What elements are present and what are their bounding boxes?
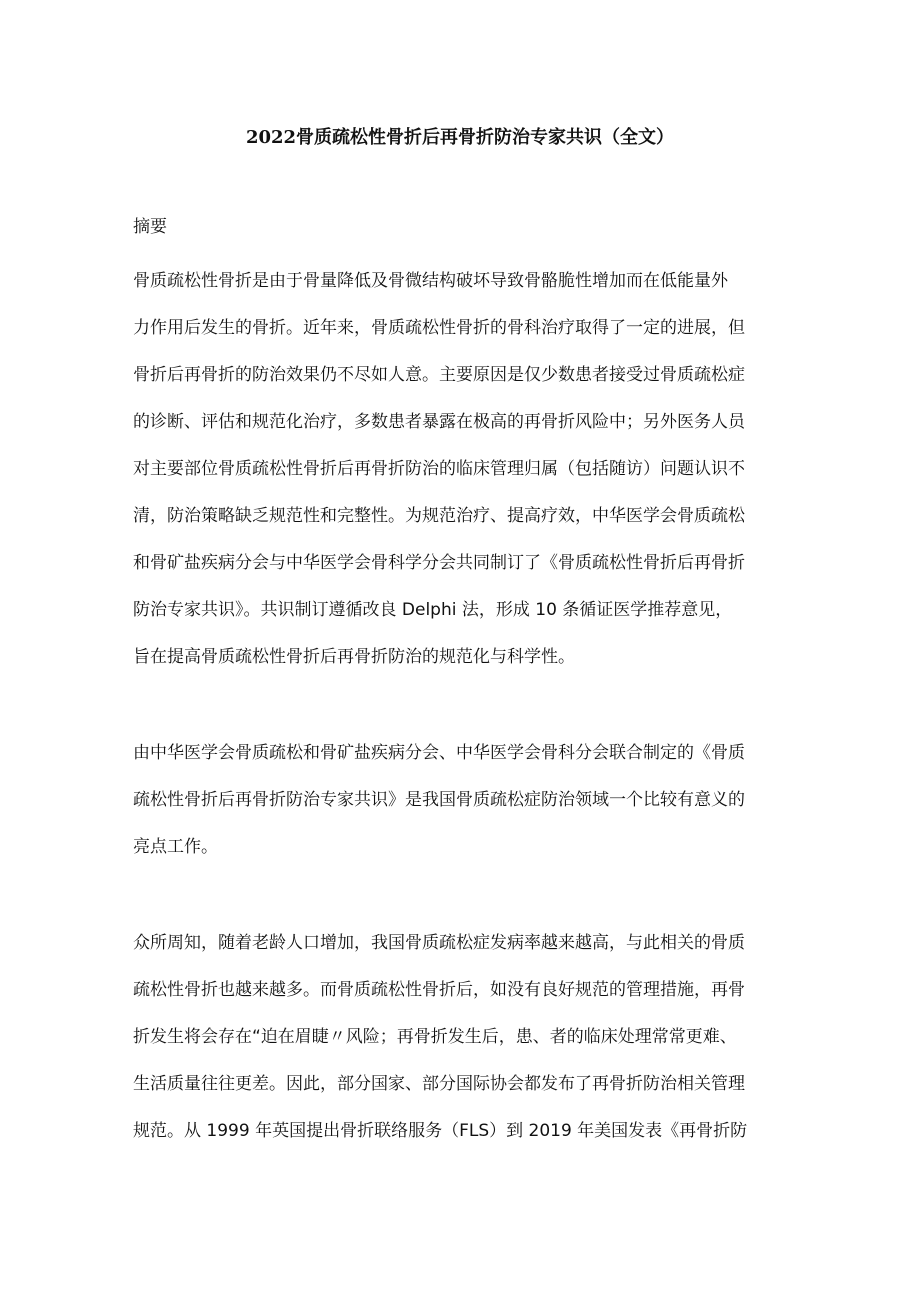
text-line: 疏松性骨折后再骨折防治专家共识》是我国骨质疏松症防治领域一个比较有意义的 <box>133 790 745 810</box>
text-line: 旨在提高骨质疏松性骨折后再骨折防治的规范化与科学性。 <box>133 647 575 667</box>
document-body <box>133 208 795 1155</box>
paragraph-introduction <box>133 730 795 871</box>
text-line: 防治专家共识》。共识制订遵循改良 Delphi 法，形成 10 条循证医学推荐意见， <box>133 600 733 620</box>
document-title: 2022骨质疏松性骨折后再骨折防治专家共识（全文） <box>245 127 675 148</box>
spacer <box>133 246 795 258</box>
text-line: 力作用后发生的骨折。近年来，骨质疏松性骨折的骨科治疗取得了一定的进展，但 <box>133 318 745 338</box>
text-line: 疏松性骨折也越来越多。而骨质疏松性骨折后，如没有良好规范的管理措施，再骨 <box>133 980 745 1000</box>
text-line: 清，防治策略缺乏规范性和完整性。为规范治疗、提高疗效，中华医学会骨质疏松 <box>133 506 745 526</box>
text-line: 的诊断、评估和规范化治疗，多数患者暴露在极高的再骨折风险中；另外医务人员 <box>133 412 745 432</box>
text-line: 对主要部位骨质疏松性骨折后再骨折防治的临床管理归属（包括随访）问题认识不 <box>133 459 745 479</box>
text-line: 众所周知，随着老龄人口增加，我国骨质疏松症发病率越来越高，与此相关的骨质 <box>133 933 745 953</box>
text-line: 折发生将会存在“迫在眉睫〃风险；再骨折发生后，患、者的临床处理常常更难、 <box>133 1027 737 1047</box>
text-line: 骨折后再骨折的防治效果仍不尽如人意。主要原因是仅少数患者接受过骨质疏松症 <box>133 365 745 385</box>
text-line: 由中华医学会骨质疏松和骨矿盐疾病分会、中华医学会骨科分会联合制定的《骨质 <box>133 743 745 763</box>
text-line: 亮点工作。 <box>133 837 218 857</box>
text-line: 规范。从 1999 年英国提出骨折联络服务（FLS）到 2019 年美国发表《再骨折防 <box>133 1121 748 1141</box>
text-line: 和骨矿盐疾病分会与中华医学会骨科学分会共同制订了《骨质疏松性骨折后再骨折 <box>133 553 745 573</box>
paragraph-background <box>133 920 795 1155</box>
text-line: 生活质量往往更差。因此，部分国家、部分国际协会都发布了再骨折防治相关管理 <box>133 1074 745 1094</box>
text-line: 骨质疏松性骨折是由于骨量降低及骨微结构破坏导致骨骼脆性增加而在低能量外 <box>133 271 728 291</box>
paragraph-abstract <box>133 258 795 681</box>
abstract-heading: 摘要 <box>133 217 167 237</box>
